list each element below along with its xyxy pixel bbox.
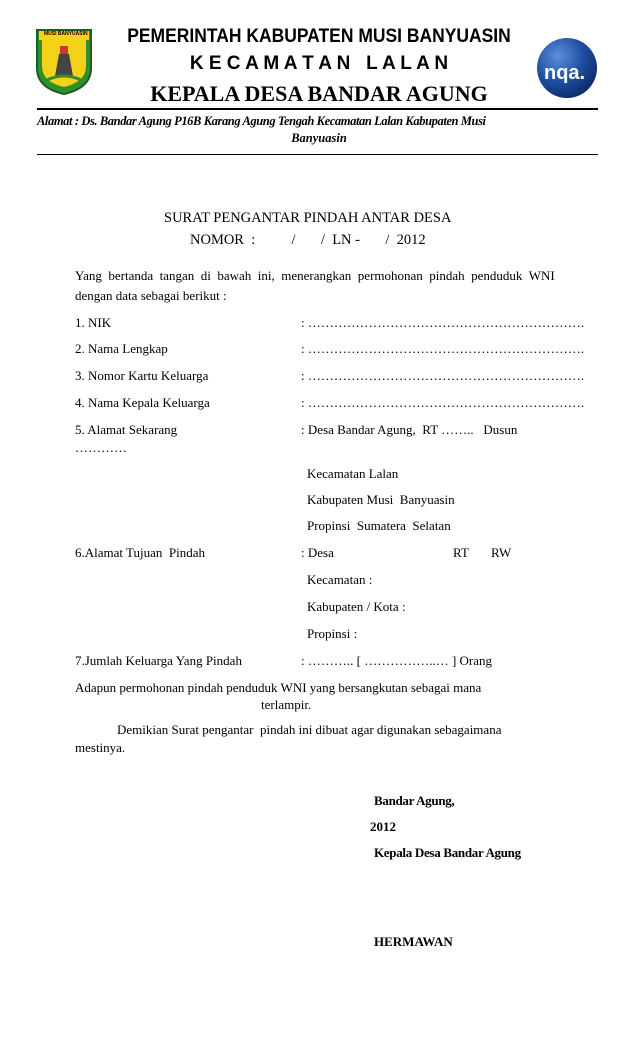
intro-line-1: Yang bertanda tangan di bawah ini, menerangkan permohonan pindah penduduk WNI	[75, 268, 555, 283]
field-nik-value: : ……………………………………………………….	[301, 315, 585, 330]
field-current-address-continuation: …………	[75, 440, 127, 455]
field-name-value: : ……………………………………………………….	[301, 341, 585, 356]
field-kk-number-label: 3. Nomor Kartu Keluarga	[75, 368, 209, 383]
current-address-kecamatan: Kecamatan Lalan	[307, 466, 399, 481]
letter-title: SURAT PENGANTAR PINDAH ANTAR DESA	[164, 210, 452, 226]
field-destination-label: 6.Alamat Tujuan Pindah	[75, 545, 206, 560]
field-family-count-value: : ……….. [ ……………..… ] Orang	[301, 653, 493, 668]
signature-position: Kepala Desa Bandar Agung	[374, 845, 521, 860]
emblem-label: MUSI BANYUASIN	[44, 31, 88, 37]
closing-line-2: terlampir.	[261, 697, 312, 712]
closing-line-1: Adapun permohonan pindah penduduk WNI yang bersangkutan sebagai mana	[75, 680, 482, 695]
closing-line-3: Demikian Surat pengantar pindah ini dibuat agar digunakan sebagaimana	[117, 722, 502, 737]
current-address-propinsi: Propinsi Sumatera Selatan	[307, 518, 451, 533]
field-head-name-label: 4. Nama Kepala Keluarga	[75, 395, 210, 410]
intro-line-2: dengan data sebagai berikut :	[75, 288, 227, 303]
field-nik-label: 1. NIK	[75, 315, 112, 330]
header-village-head: KEPALA DESA BANDAR AGUNG	[150, 81, 488, 106]
header-address-line1: Alamat : Ds. Bandar Agung P16B Karang Agung Tengah Kecamatan Lalan Kabupaten Musi	[37, 114, 486, 128]
field-destination-rw: RW	[491, 545, 512, 560]
field-name-label: 2. Nama Lengkap	[75, 341, 168, 356]
nqa-logo-text: nqa.	[544, 62, 586, 84]
letter-number: NOMOR : / / LN - / 2012	[190, 232, 426, 248]
field-kk-number-value: : ……………………………………………………….	[301, 368, 585, 383]
field-head-name-value: : ……………………………………………………….	[301, 395, 585, 410]
field-family-count-label: 7.Jumlah Keluarga Yang Pindah	[75, 653, 242, 668]
field-current-address-label: 5. Alamat Sekarang	[75, 422, 178, 437]
field-current-address-value: : Desa Bandar Agung, RT …….. Dusun	[301, 422, 518, 437]
destination-kabupaten: Kabupaten / Kota :	[307, 599, 406, 614]
current-address-kabupaten: Kabupaten Musi Banyuasin	[307, 492, 455, 507]
signature-name: HERMAWAN	[374, 934, 453, 949]
signature-place: Bandar Agung,	[374, 793, 455, 808]
closing-line-4: mestinya.	[75, 740, 126, 755]
destination-propinsi: Propinsi :	[307, 626, 358, 641]
header-rule-top	[37, 108, 598, 110]
header-address-line2: Banyuasin	[291, 131, 347, 145]
header-district: K E C A M A T A N L A L A N	[189, 53, 449, 74]
destination-kecamatan: Kecamatan :	[307, 572, 373, 587]
field-destination-desa: : Desa	[301, 545, 334, 560]
header-government: PEMERINTAH KABUPATEN MUSI BANYUASIN	[127, 26, 511, 47]
field-destination-rt: RT	[453, 545, 469, 560]
header-rule-bottom	[37, 154, 598, 155]
signature-year: 2012	[370, 819, 396, 834]
